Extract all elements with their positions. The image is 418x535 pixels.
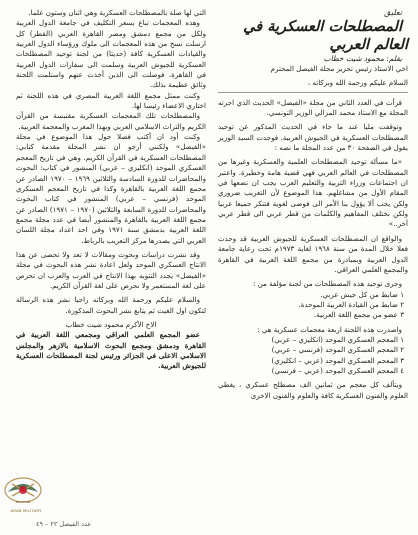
- list-item: ٢ المعجم العسكري الموحد (فرنسي – عربي): [271, 345, 404, 355]
- page-folio: عدد الفيصل ٢٢ – ٤٩: [36, 520, 92, 528]
- watermark-label: ARAB MILITARY: [10, 508, 42, 513]
- paragraph: وقد نشرت دراسات وبحوث ومقالات لا تعد ولا تحصى عن هذا الانتاج العسكري الموحد ولعل اعادة نشر هذه البحوث في مجلة «الفيصل» يجدد التنويه بهذا الانتاج في العرب والعرب ان تحرص على لغة المستعمر ولا نحرص على لغة القرآن الكريم.: [16, 249, 206, 290]
- article-kicker: تعليق: [384, 8, 402, 17]
- article-author: بقلم: محمود شيت خطاب: [323, 54, 402, 63]
- list-item: ٣ عضو من مجمع اللغة العربية.: [314, 310, 404, 320]
- paragraph: والواقع ان المصطلحات العسكرية للجيوش العربية قد وحدت فعلا خلال المدة من سنة ١٩٦٨ لغاية ١٩٧٣م تحت رعاية جامعة الدول العربية وبمبادرة من مجمع اللغة العربية في القاهرة والمجمع العلمي العراقي.: [218, 233, 408, 274]
- paragraph: والسلام عليكم ورحمة الله وبركاته راجيا نشر هذه الرسالة لتكون اول الغيث ثم يتابع نشر البحوث المذكورة.: [16, 295, 206, 315]
- list-item: ١ المعجم العسكري الموحد (انكليزي – عربي): [271, 334, 404, 344]
- article-title: المصطلحات العسكرية في العالم العربي: [243, 18, 408, 53]
- paragraph: ويتألف كل معجم من ثمانين الف مصطلح عسكري ، يغطي العلوم والفنون العسكرية كافة والعلوم والفنون الاخرى: [218, 380, 408, 400]
- paragraph: والمصطلحات تلك المعجمات العسكرية مقتبسة من القرآن الكريم والتراث الاسلامي العربي وبهذا المغرب والمعجمة العربية.: [16, 111, 206, 131]
- paragraph: قرأت في العدد الثاني من مجلة «الفيصل» الحديث الذي اجرته المجلة مع الاستاذ محمد المزالي الوزير التونسي.: [218, 97, 408, 118]
- paragraph: وهذه المعجمات تباع بسعر التكليف في جامعة الدول العربية ولكل من مجمع دمشق ومصر القاهرة العربي (القطر) كل ارسلت نسخ من هذه المعجمات الى ملوك ورؤساء الدول العربية والقيادات العسكرية كافة (حديثا) من لجنة توحيد المصطلحات العسكرية للجيوش العربية وسلمت الى سفارات الدول العربية في القاهرة. فوصلت الى الذين أخذت عنهم واستلمت اللجنة وثائق عظيمة بذلك.: [16, 18, 206, 90]
- salutation-line: اخي الاستاذ رئيس تحرير مجلة الفيصل المحترم: [270, 64, 408, 73]
- paragraph: وكنت ممثل مجمع اللغة العربية المصري في هذه اللجنة ثم اختاري الاعضاء رئيسا لها.: [16, 90, 206, 111]
- list-item: ١ ضابط من كل جيش عربي.: [320, 289, 404, 299]
- signature-credentials: عضو المجمع العلمي العراقي ومجمعي اللغة العربية في القاهرة ودمشق ومجمع البحوث الاسلامية بالازهر والمجلس الاسلامي الاعلى في الجزائر ورئيس لجنة المصطلحات العسكرية للجيوش العربية.: [16, 330, 206, 371]
- right-column: [218, 8, 408, 401]
- list-item: ٣ المعجم العسكري الموحد (عربي – انكليزي): [271, 355, 404, 365]
- paragraph: وكنت أود ان أكتب فصلا حول هذا الموضوع في مجلة «الفيصل» ولكنني أرجو ان نشر المجلة مقدمة كتابي: المصطلحات العسكرية في القرآن الكريم. وهي في تاريخ المعجم العسكري الموحد (انكليزي – عربي) المنشور في كتاب: البحوث والمحاضرات للدورة السادسة والثلاثين ١٩٦٩ – ١٩٧٠ الصادر عن مجمع اللغة العربية بالقاهرة وكذا في تاريخ المعجم العسكري الموحد (فرنسي – عربي) المنشور في كتاب البحوث والمحاضرات للدورة السابعة والثلاثين (١٩٧٠ – ١٩٧١) الصادر عن مجمع اللغة العربية بالقاهرة والمنشور أيضا في عدد مجلة مجمع اللغة العربية بدمشق سنة ١٩٧١ وفي احد اعداد مجلة اللسان العربي التي يصدرها مركز التعريب بالرباط.: [16, 132, 206, 245]
- list-item: ٤ المعجم العسكري الموحد (عربي – فرنسي): [271, 365, 404, 375]
- greeting-line: السلام عليكم ورحمة الله وبركاته ،: [307, 78, 408, 88]
- paragraph: وجرى توحيد هذه المصطلحات من لجنة مؤلفة من :: [253, 279, 402, 289]
- list-item: ٢ ضابط من القيادة العربية الموحدة.: [298, 299, 404, 309]
- divider: [218, 92, 408, 93]
- signature-name: الاخ الأكرم محمود شيت خطاب: [65, 319, 157, 329]
- paragraph: وتوقفت مليا عند ما جاء في الحديث المذكور عن توحيد المصطلحات العسكرية في الجيوش العربية. فوجدت السيد الوزير يقول في الصفحة ٣٠ من عدد المجلة ما نصه :: [218, 122, 408, 153]
- paragraph: التي لها صلة بالمصطلحات العسكرية وهي اثنان وستون علما.: [28, 8, 206, 17]
- paragraph: واصدرت هذه اللجنة اربعة معجمات عسكرية هي :: [257, 324, 402, 334]
- left-column: [16, 8, 206, 372]
- quote-paragraph: «ما مسألة توحيد المصطلحات العلمية والعسكرية وغيرها من المصطلحات في العالم العربي فهي قضية هامة وخطيرة. واعتبر ان اجتماعات وزراء التربية والتعليم العرب يجب ان تضعها في المقام الأول من مشاغلهم. هذا الموضوع لأن التعريب ضروري ولكن يجب ألا يؤول بنا الأمر الى فوضى لغوية فتنكر جميعا عربيا ولكن نختلف المفاهيم والكلمات من قطر عربي الى قطر عربي آخر..»: [218, 157, 408, 229]
